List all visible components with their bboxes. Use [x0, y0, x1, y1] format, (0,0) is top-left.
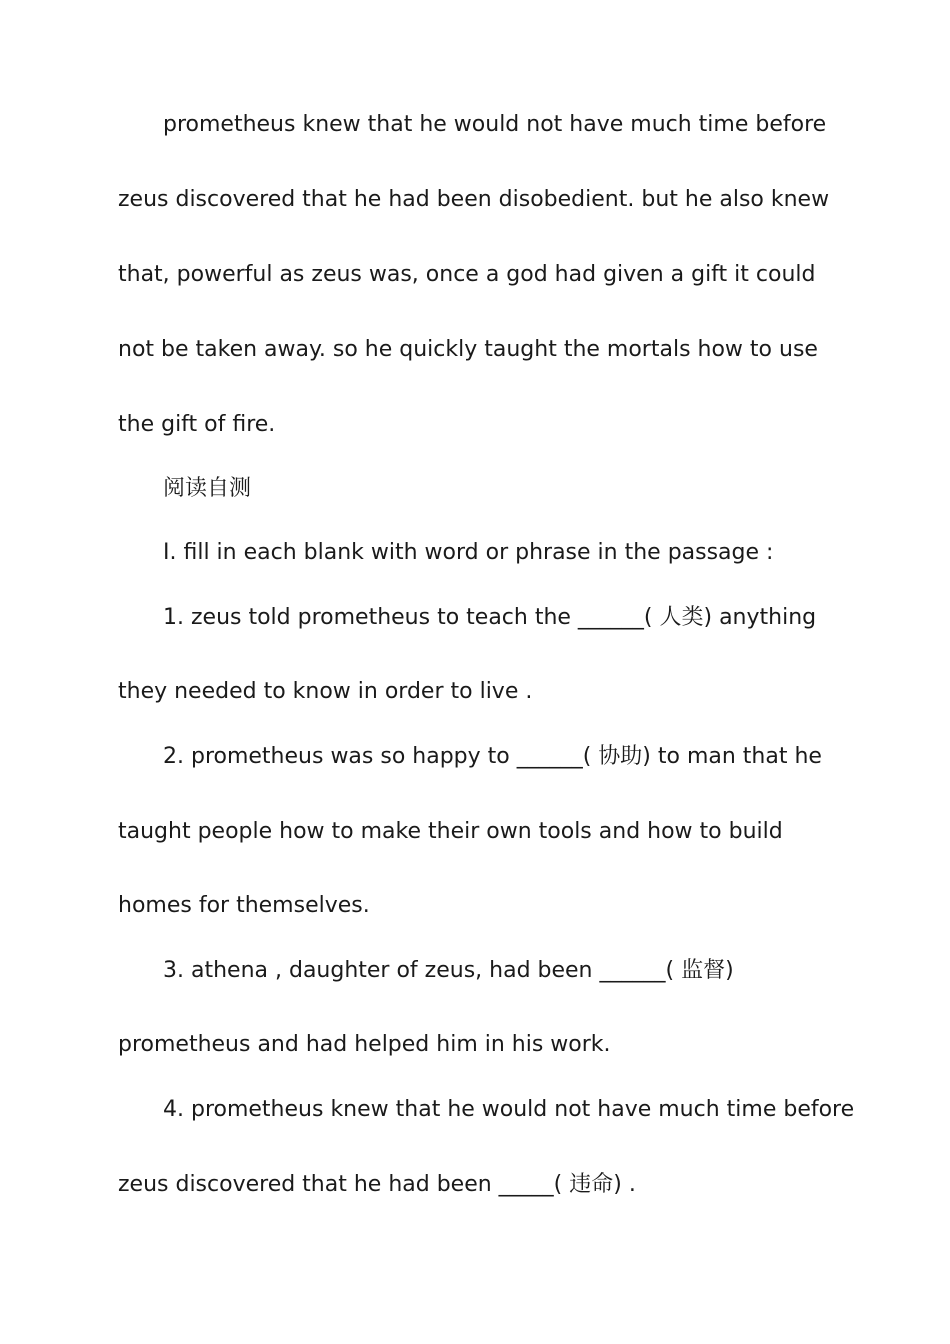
section-heading: 阅读自测 [163, 476, 252, 501]
question-line: 4. prometheus knew that he would not have much time before [163, 1097, 855, 1122]
passage-line: prometheus knew that he would not have much time before [163, 112, 827, 137]
question-line: prometheus and had helped him in his work. [118, 1032, 611, 1057]
passage-line: the gift of fire. [118, 412, 276, 437]
question-line: homes for themselves. [118, 893, 370, 918]
passage-line: zeus discovered that he had been disobedient. but he also knew [118, 187, 830, 212]
question-line: taught people how to make their own tools and how to build [118, 819, 783, 844]
question-line: they needed to know in order to live . [118, 679, 533, 704]
question-line: 1. zeus told prometheus to teach the ______( 人类) anything [163, 605, 817, 630]
question-line: 3. athena , daughter of zeus, had been ______( 监督) [163, 958, 734, 983]
exercise-instruction: Ⅰ. fill in each blank with word or phrase in the passage : [163, 540, 774, 565]
question-line: 2. prometheus was so happy to ______( 协助) to man that he [163, 744, 822, 769]
passage-line: not be taken away. so he quickly taught the mortals how to use [118, 337, 818, 362]
question-line: zeus discovered that he had been _____( 违命) . [118, 1172, 636, 1197]
passage-line: that, powerful as zeus was, once a god had given a gift it could [118, 262, 816, 287]
